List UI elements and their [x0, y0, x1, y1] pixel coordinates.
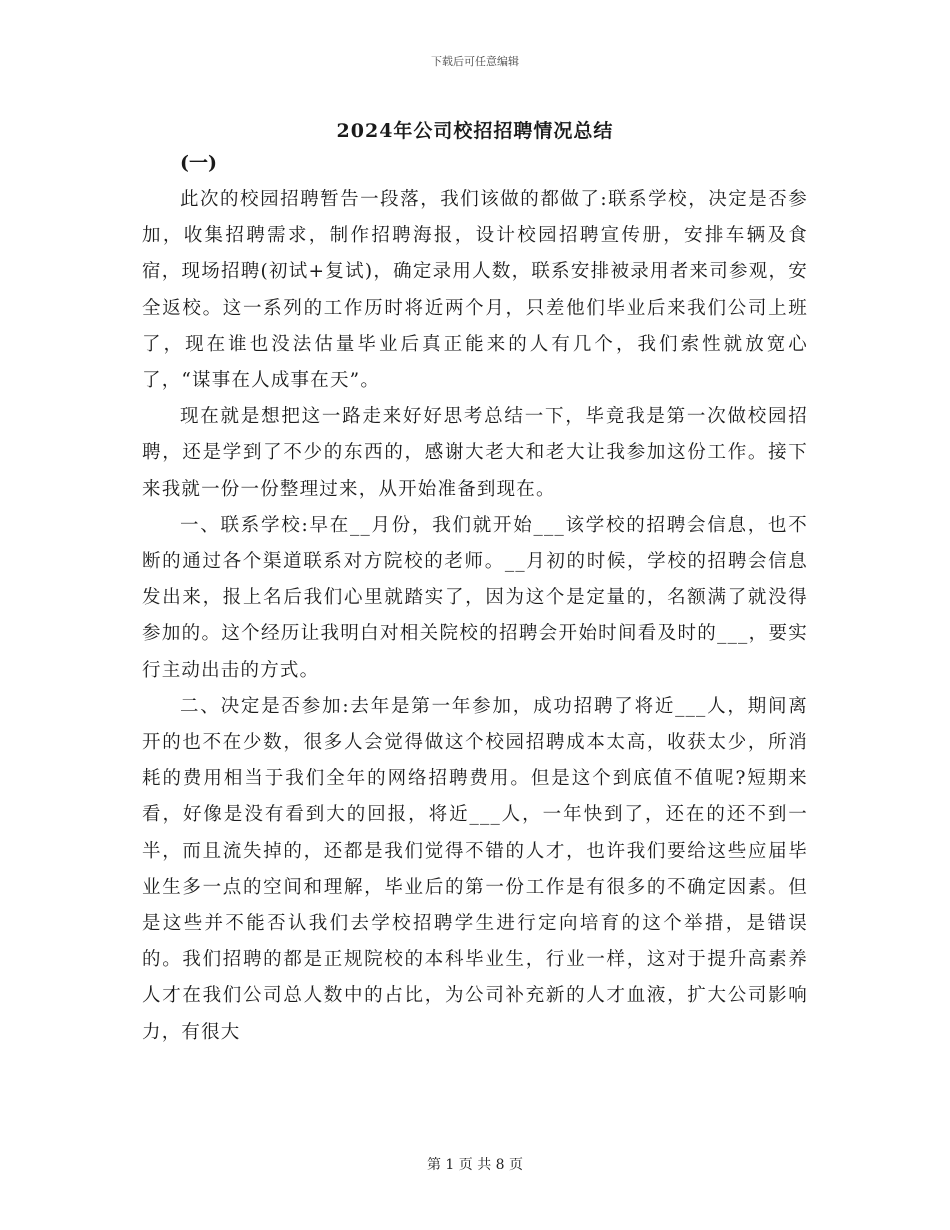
paragraph-1: 此次的校园招聘暂告一段落，我们该做的都做了:联系学校，决定是否参加，收集招聘需求，制作招聘海报，设计校园招聘宣传册，安排车辆及食宿，现场招聘(初试+复试)，确定录用人数，联系安排被录用者来司参观，安全返校。这一系列的工作历时将近两个月，只差他们毕业后来我们公司上班了，现在谁也没法估量毕业后真正能来的人有几个，我们索性就放宽心了，“谋事在人成事在天”。 — [142, 189, 808, 392]
paragraph-4: 二、决定是否参加:去年是第一年参加，成功招聘了将近___人，期间离开的也不在少数，很多人会觉得做这个校园招聘成本太高，收获太少，所消耗的费用相当于我们全年的网络招聘费用。但是这个到底值不值呢?短期来看，好像是没有看到大的回报，将近___人，一年快到了，还在的还不到一半，而且流失掉的，还都是我们觉得不错的人才，也许我们要给这些应届毕业生多一点的空间和理解，毕业后的第一份工作是有很多的不确定因素。但是这些并不能否认我们去学校招聘学生进行定向培育的这个举措，是错误的。我们招聘的都是正规院校的本科毕业生，行业一样，这对于提升高素养人才在我们公司总人数中的占比，为公司补充新的人才血液，扩大公司影响力，有很大 — [142, 695, 808, 1043]
paragraph-2: 现在就是想把这一路走来好好思考总结一下，毕竟我是第一次做校园招聘，还是学到了不少的东西的，感谢大老大和老大让我参加这份工作。接下来我就一份一份整理过来，从开始准备到现在。 — [142, 406, 808, 500]
section-heading: (一) — [180, 152, 217, 174]
document-title: 2024年公司校招招聘情况总结 — [336, 120, 614, 142]
paragraph-3: 一、联系学校:早在__月份，我们就开始___该学校的招聘会信息，也不断的通过各个渠道联系对方院校的老师。__月初的时候，学校的招聘会信息发出来，报上名后我们心里就踏实了，因为这个是定量的，名额满了就没得参加的。这个经历让我明白对相关院校的招聘会开始时间看及时的___，要实行主动出击的方式。 — [142, 514, 808, 681]
document-body — [142, 145, 808, 1051]
header-note: 下载后可任意编辑 — [431, 55, 519, 68]
page-number-footer: 第 1 页 共 8 页 — [426, 1157, 524, 1173]
